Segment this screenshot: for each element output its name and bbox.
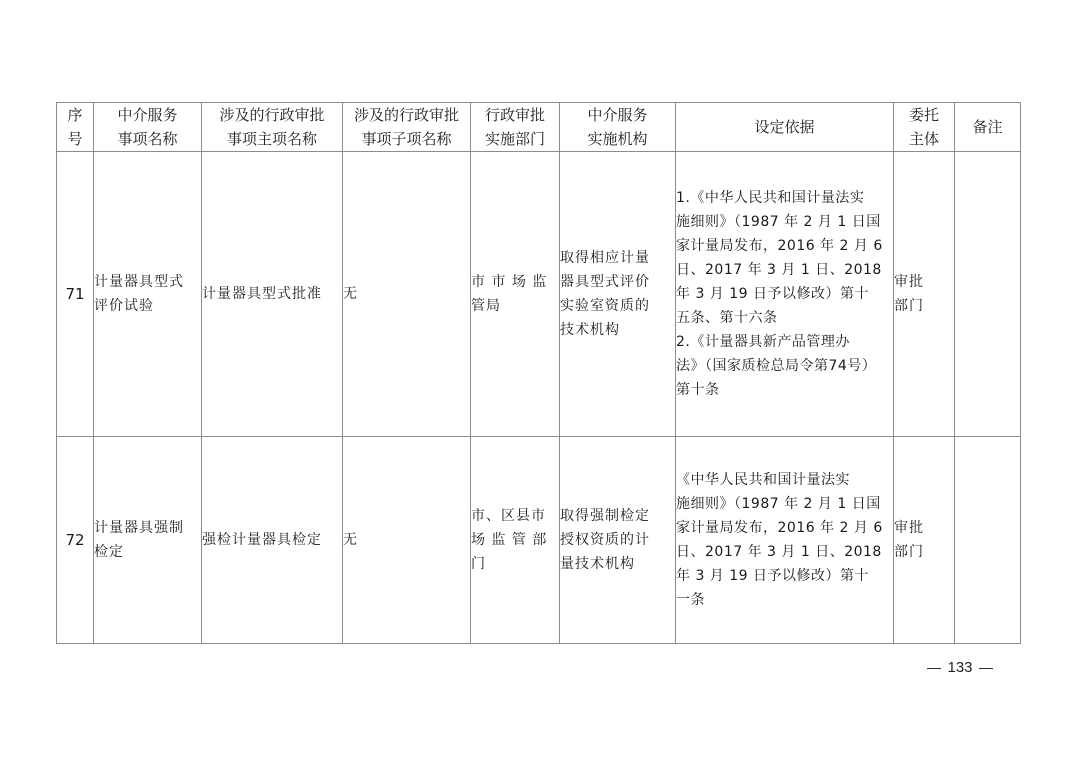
service-name-cell: 计量器具强制 检定: [94, 437, 202, 644]
dept-cell: 市 市 场 监 管局: [471, 152, 560, 437]
sub-item-cell: 无: [343, 437, 471, 644]
table-row: [57, 152, 1021, 437]
entrust-cell: 审批 部门: [894, 437, 955, 644]
dash-left: [927, 668, 941, 669]
header-seq: 序 号: [57, 103, 94, 152]
row-number: 72: [57, 437, 94, 644]
header-dept: 行政审批 实施部门: [471, 103, 560, 152]
header-row: [57, 103, 1021, 152]
row-number: 71: [57, 152, 94, 437]
service-items-table: [56, 102, 1021, 644]
agency-cell: 取得强制检定 授权资质的计 量技术机构: [560, 437, 676, 644]
dash-right: [979, 668, 993, 669]
header-agency: 中介服务 实施机构: [560, 103, 676, 152]
header-note: 备注: [955, 103, 1021, 152]
header-sub-item: 涉及的行政审批 事项子项名称: [343, 103, 471, 152]
basis-cell: 《中华人民共和国计量法实 施细则》（1987 年 2 月 1 日国 家计量局发布，2016 年 2 月 6 日、2017 年 3 月 1 日、2018 年 3 月 19 日予以修改）第十 一条: [676, 437, 894, 644]
note-cell: [955, 152, 1021, 437]
basis-cell: 1.《中华人民共和国计量法实 施细则》（1987 年 2 月 1 日国 家计量局发布，2016 年 2 月 6 日、2017 年 3 月 1 日、2018 年 3 月 19 日予以修改）第十 五条、第十六条 2.《计量器具新产品管理办 法》（国家质检总局令第74号） 第十条: [676, 152, 894, 437]
header-basis: 设定依据: [676, 103, 894, 152]
dept-cell: 市、区县市 场 监 管 部 门: [471, 437, 560, 644]
header-service-name: 中介服务 事项名称: [94, 103, 202, 152]
table-row: [57, 437, 1021, 644]
header-main-item: 涉及的行政审批 事项主项名称: [202, 103, 343, 152]
main-item-cell: 计量器具型式批准: [202, 152, 343, 437]
entrust-cell: 审批 部门: [894, 152, 955, 437]
sub-item-cell: 无: [343, 152, 471, 437]
note-cell: [955, 437, 1021, 644]
main-item-cell: 强检计量器具检定: [202, 437, 343, 644]
agency-cell: 取得相应计量 器具型式评价 实验室资质的 技术机构: [560, 152, 676, 437]
page-number: 133: [900, 659, 1020, 676]
header-entrust: 委托 主体: [894, 103, 955, 152]
service-name-cell: 计量器具型式 评价试验: [94, 152, 202, 437]
